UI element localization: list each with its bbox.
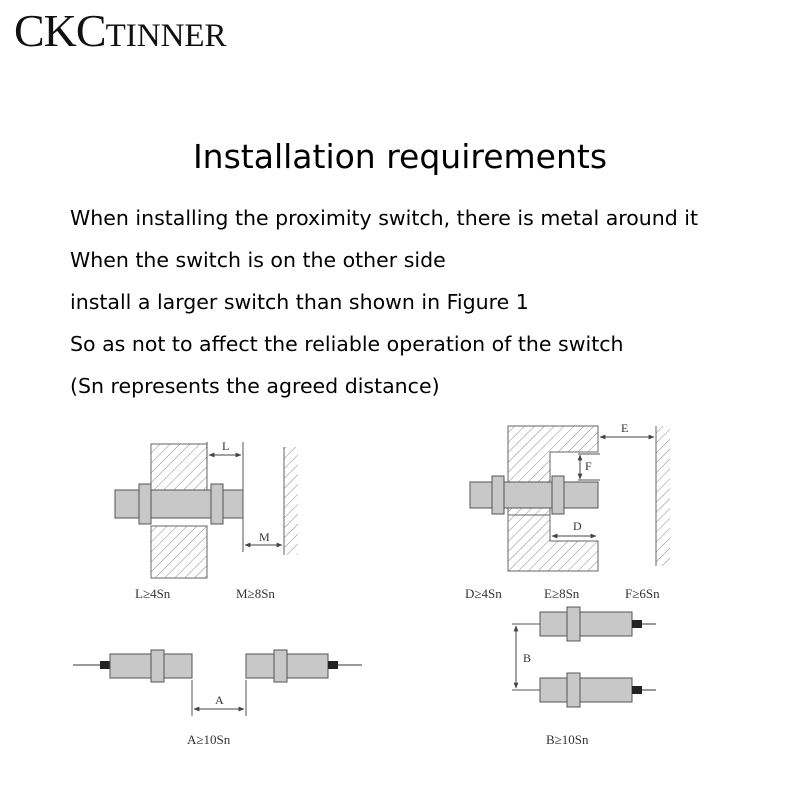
sensor-body xyxy=(540,678,632,702)
sensor-nut xyxy=(151,650,164,682)
caption-b: B≥10Sn xyxy=(546,732,589,747)
sensor-nut xyxy=(552,476,564,514)
brand-initials: CKC xyxy=(14,5,106,56)
brand-name: TINNER xyxy=(105,18,227,54)
label-E: E xyxy=(621,421,629,435)
metal-wall xyxy=(284,447,298,555)
metal-block-lower xyxy=(508,515,598,571)
label-L: L xyxy=(222,439,230,453)
sensor-nut xyxy=(211,484,223,524)
instruction-line: install a larger switch than shown in Figure 1 xyxy=(70,290,529,314)
instruction-line: (Sn represents the agreed distance) xyxy=(70,374,440,398)
instruction-line: So as not to affect the reliable operation of the switch xyxy=(70,332,624,356)
caption-l: L≥4Sn xyxy=(135,586,171,601)
figure-recessed-mount xyxy=(465,421,670,601)
caption-a: A≥10Sn xyxy=(187,732,231,747)
cable-gland xyxy=(632,620,642,628)
sensor-nut xyxy=(567,673,580,707)
instruction-line: When the switch is on the other side xyxy=(70,248,446,272)
sensor-body xyxy=(470,482,598,508)
metal-wall xyxy=(656,426,670,566)
sensor-body xyxy=(540,612,632,636)
sensor-nut xyxy=(139,484,151,524)
instruction-line: When installing the proximity switch, there is metal around it xyxy=(70,206,699,230)
cable-gland xyxy=(632,686,642,694)
caption-d: D≥4Sn xyxy=(465,586,502,601)
label-A: A xyxy=(215,693,224,707)
sensor-nut xyxy=(492,476,504,514)
caption-m: M≥8Sn xyxy=(236,586,275,601)
figure-facing-sensors xyxy=(73,650,362,747)
label-M: M xyxy=(259,530,270,544)
figure-parallel-sensors xyxy=(512,607,656,747)
label-D: D xyxy=(573,519,582,533)
sensor-nut xyxy=(274,650,287,682)
label-F: F xyxy=(585,459,592,473)
cable-gland xyxy=(328,661,338,669)
page-title: Installation requirements xyxy=(192,137,608,177)
cable-gland xyxy=(100,661,110,669)
sensor-body xyxy=(115,490,243,518)
caption-e: E≥8Sn xyxy=(544,586,580,601)
figure-embedded-metal xyxy=(115,439,298,601)
label-B: B xyxy=(523,651,532,665)
metal-block-bottom xyxy=(151,526,207,578)
caption-f: F≥6Sn xyxy=(625,586,660,601)
sensor-nut xyxy=(567,607,580,641)
